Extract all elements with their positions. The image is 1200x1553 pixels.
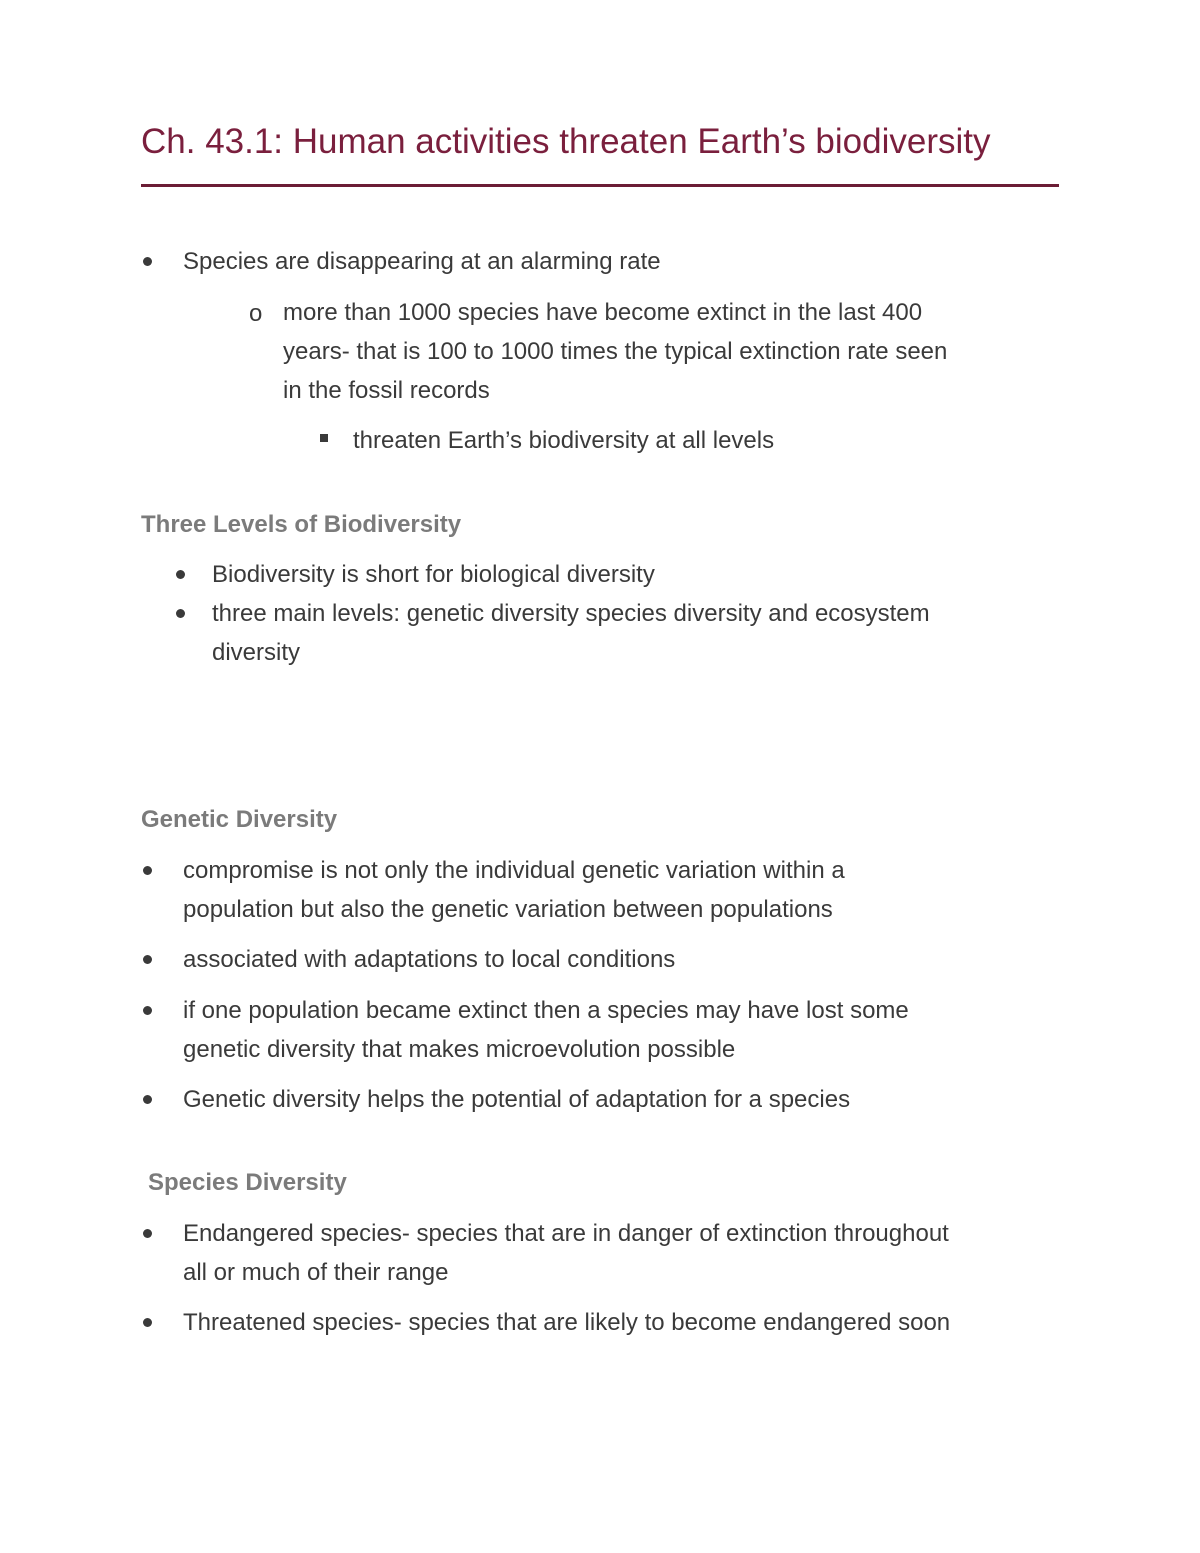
square-bullet <box>320 434 328 442</box>
list-item-line: associated with adaptations to local conditions <box>183 946 676 973</box>
bullet-dot <box>143 257 152 266</box>
list-item-line: diversity <box>212 639 301 666</box>
title-underline <box>141 184 1059 187</box>
list-item-line: compromise is not only the individual genetic variation within a <box>183 857 845 884</box>
sub-bullet-marker: o <box>249 300 263 327</box>
bullet-dot <box>143 1229 152 1238</box>
sub-bullet-line: years- that is 100 to 1000 times the typical extinction rate seen <box>283 338 948 365</box>
section-heading-genetic: Genetic Diversity <box>141 806 338 833</box>
intro-bullet-text: Species are disappearing at an alarming rate <box>183 248 661 275</box>
sub-bullet-line: in the fossil records <box>283 377 490 404</box>
list-item-line: Endangered species- species that are in danger of extinction throughout <box>183 1220 949 1247</box>
list-item-line: if one population became extinct then a species may have lost some <box>183 997 909 1024</box>
list-item-line: three main levels: genetic diversity species diversity and ecosystem <box>212 600 930 627</box>
bullet-dot <box>143 955 152 964</box>
section-heading-species: Species Diversity <box>148 1169 347 1196</box>
list-item-line: Threatened species- species that are likely to become endangered soon <box>183 1309 951 1336</box>
bullet-dot <box>143 1006 152 1015</box>
bullet-dot <box>176 609 185 618</box>
bullet-dot <box>176 570 185 579</box>
list-item-line: all or much of their range <box>183 1259 449 1286</box>
subsub-bullet-text: threaten Earth’s biodiversity at all levels <box>353 427 775 454</box>
list-item-line: Genetic diversity helps the potential of adaptation for a species <box>183 1086 851 1113</box>
section-heading-three-levels: Three Levels of Biodiversity <box>141 511 462 538</box>
list-item-line: population but also the genetic variation between populations <box>183 896 833 923</box>
bullet-dot <box>143 1095 152 1104</box>
list-item-line: genetic diversity that makes microevolution possible <box>183 1036 736 1063</box>
list-item-line: Biodiversity is short for biological diversity <box>212 561 655 588</box>
page-title: Ch. 43.1: Human activities threaten Earth’s biodiversity <box>141 122 991 161</box>
bullet-dot <box>143 866 152 875</box>
sub-bullet-line: more than 1000 species have become extinct in the last 400 <box>283 299 923 326</box>
bullet-dot <box>143 1318 152 1327</box>
